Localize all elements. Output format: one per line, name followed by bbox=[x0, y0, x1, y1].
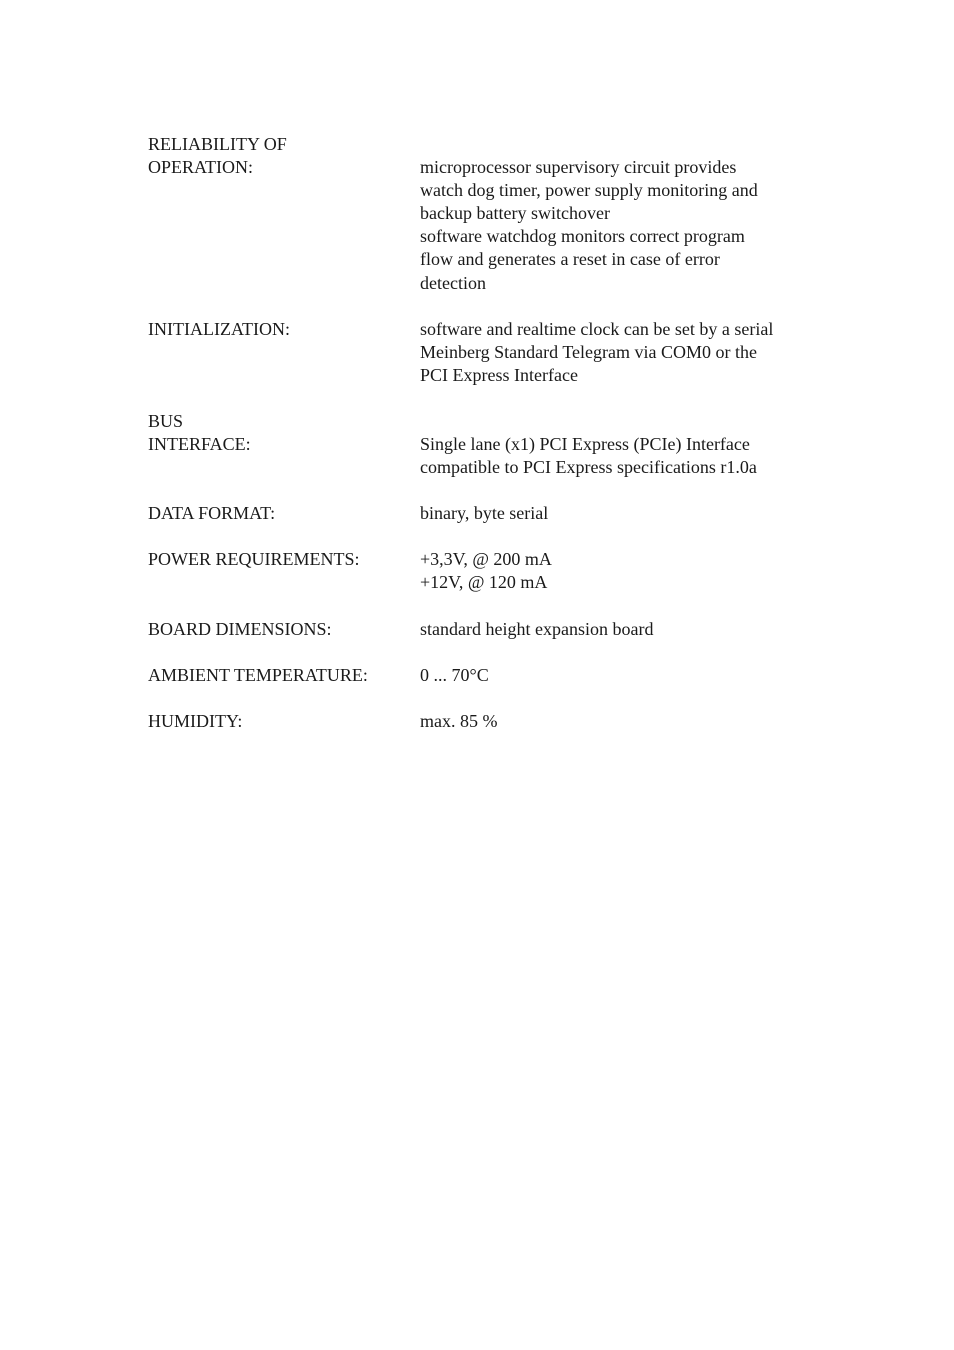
spec-value-line: PCI Express Interface bbox=[420, 364, 578, 385]
spec-row-power-requirements bbox=[148, 548, 828, 594]
spec-label: INITIALIZATION: bbox=[148, 318, 290, 339]
spec-value-line: compatible to PCI Express specifications r1.0a bbox=[420, 457, 757, 478]
spec-row-ambient-temperature bbox=[148, 664, 828, 687]
spec-value-line: microprocessor supervisory circuit provides bbox=[420, 157, 737, 178]
spec-row-reliability bbox=[148, 133, 828, 295]
spec-value-line: detection bbox=[420, 272, 486, 293]
spec-value-line: +3,3V, @ 200 mA bbox=[420, 549, 552, 570]
spec-row-data-format bbox=[148, 502, 828, 525]
spec-label: POWER REQUIREMENTS: bbox=[148, 549, 360, 570]
spec-value-line: standard height expansion board bbox=[420, 618, 654, 639]
spec-value bbox=[420, 664, 828, 687]
spec-value bbox=[420, 502, 828, 525]
spec-row-board-dimensions bbox=[148, 618, 828, 641]
spec-value bbox=[420, 548, 828, 594]
spec-value bbox=[420, 133, 828, 295]
spec-label: BUS INTERFACE: bbox=[148, 410, 251, 455]
spec-row-bus-interface bbox=[148, 410, 828, 479]
spec-row-initialization bbox=[148, 318, 828, 387]
spec-value-line: Meinberg Standard Telegram via COM0 or the bbox=[420, 341, 757, 362]
spec-label: AMBIENT TEMPERATURE: bbox=[148, 664, 368, 685]
spec-sheet bbox=[148, 133, 828, 756]
spec-label: BOARD DIMENSIONS: bbox=[148, 618, 332, 639]
spec-value-line: max. 85 % bbox=[420, 710, 498, 731]
spec-label: HUMIDITY: bbox=[148, 710, 243, 731]
spec-value-line: flow and generates a reset in case of error bbox=[420, 249, 720, 270]
spec-value bbox=[420, 318, 828, 387]
spec-value-line: Single lane (x1) PCI Express (PCIe) Interface bbox=[420, 434, 750, 455]
spec-row-humidity bbox=[148, 710, 828, 733]
spec-value bbox=[420, 410, 828, 479]
spec-value-line: software and realtime clock can be set by a serial bbox=[420, 318, 774, 339]
spec-value-line: 0 ... 70°C bbox=[420, 664, 489, 685]
spec-value-line: software watchdog monitors correct program bbox=[420, 226, 745, 247]
spec-value-line: binary, byte serial bbox=[420, 503, 549, 524]
spec-value bbox=[420, 710, 828, 733]
spec-value-line: watch dog timer, power supply monitoring and bbox=[420, 180, 758, 201]
spec-value-line: backup battery switchover bbox=[420, 203, 610, 224]
spec-value bbox=[420, 618, 828, 641]
spec-label: DATA FORMAT: bbox=[148, 503, 276, 524]
spec-label: RELIABILITY OF OPERATION: bbox=[148, 134, 287, 178]
spec-value-line: +12V, @ 120 mA bbox=[420, 572, 548, 593]
